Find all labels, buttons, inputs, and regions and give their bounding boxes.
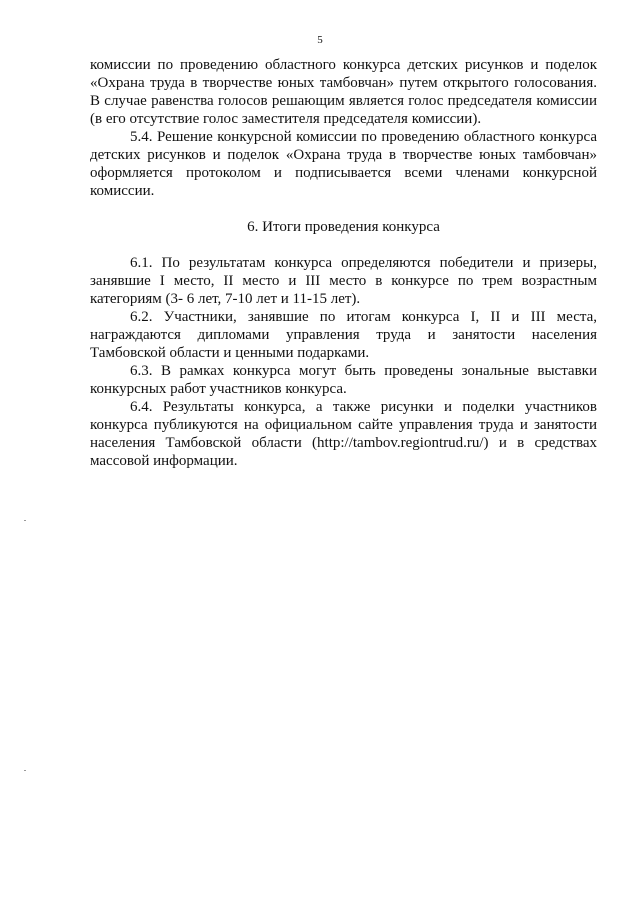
paragraph-6-4: 6.4. Результаты конкурса, а также рисунки и поделки участников конкурса публикуются на официальном сайте управления труда и занятости населения Тамбовской области (http://tambov.regiontrud.ru/) и в средствах массовой информации. (90, 399, 597, 469)
document-body (90, 56, 597, 470)
scan-artifact (24, 770, 26, 771)
paragraph-commission-voting: комиссии по проведению областного конкурса детских рисунков и поделок «Охрана труда в творчестве юных тамбовчан» путем открытого голосования. В случае равенства голосов решающим является голос председателя комиссии (в его отсутствие голос заместителя председателя комиссии). (90, 57, 597, 127)
paragraph-6-3: 6.3. В рамках конкурса могут быть проведены зональные выставки конкурсных работ участников конкурса. (90, 363, 597, 397)
paragraph-6-2: 6.2. Участники, занявшие по итогам конкурса I, II и III места, награждаются дипломами управления труда и занятости населения Тамбовской области и ценными подарками. (90, 309, 597, 361)
section-title: 6. Итоги проведения конкурса (247, 219, 440, 235)
scan-artifact (24, 520, 26, 521)
paragraph-5-4: 5.4. Решение конкурсной комиссии по проведению областного конкурса детских рисунков и поделок «Охрана труда в творчестве юных тамбовчан» оформляется протоколом и подписывается всеми членами конкурсной комиссии. (90, 129, 597, 199)
paragraph-6-1: 6.1. По результатам конкурса определяются победители и призеры, занявшие I место, II место и III место в конкурсе по трем возрастным категориям (3- 6 лет, 7-10 лет и 11-15 лет). (90, 255, 597, 307)
page-number: 5 (317, 34, 323, 46)
